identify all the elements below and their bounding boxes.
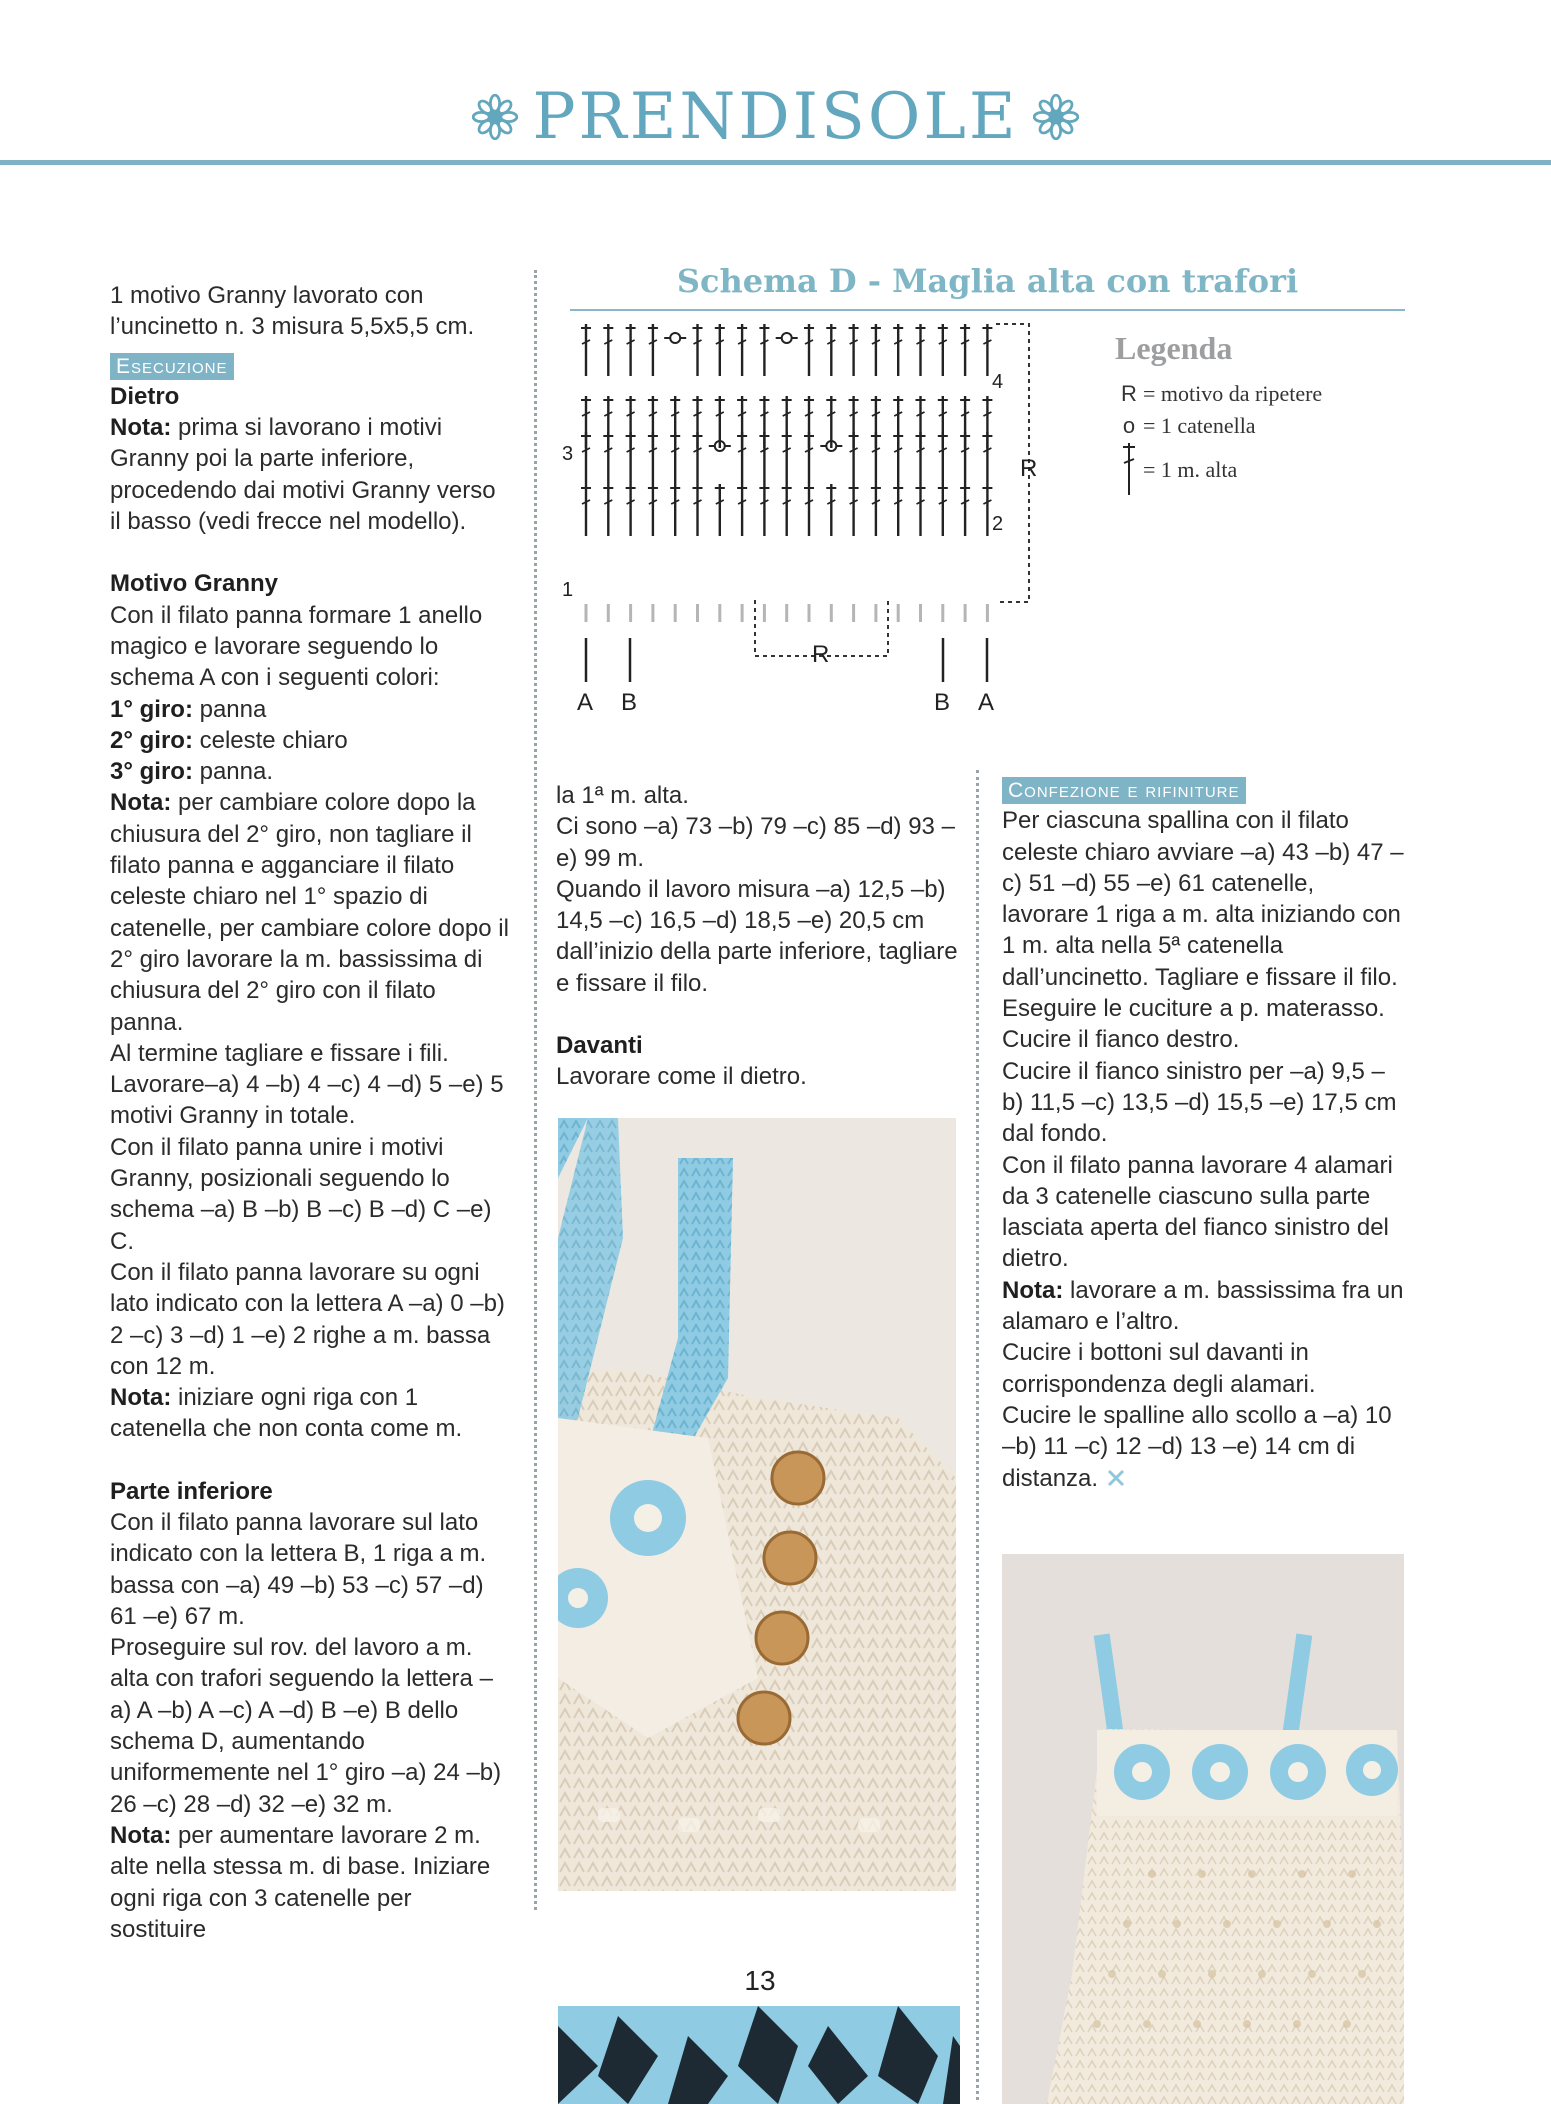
giro-label: 1° giro: <box>110 695 193 723</box>
spacer <box>556 999 960 1030</box>
legend-item <box>1115 413 1415 445</box>
bottom-label-b-left: B <box>621 689 638 716</box>
spacer <box>110 1445 512 1476</box>
paragraph: Lavorare–a) 4 –b) 4 –c) 4 –d) 5 –e) 5 motivi Granny in totale. <box>110 1071 504 1130</box>
giro-label: 2° giro: <box>110 726 193 754</box>
photo-strap-closeup <box>558 1118 956 1891</box>
page-header <box>0 60 1551 170</box>
paragraph: Con il filato panna lavorare 4 alamari da 3 catenelle ciascuno sulla parte lasciata aperta del fianco sinistro del dietro. <box>1002 1151 1393 1273</box>
legend-item <box>1115 381 1415 413</box>
legend-title: Legenda <box>1115 330 1233 366</box>
flower-ornament-icon <box>472 94 518 140</box>
chain-stitch-mark <box>670 333 680 343</box>
title-row <box>0 80 1551 154</box>
nota-label: Nota: <box>110 1821 172 1849</box>
paragraph: Cucire il fianco destro. <box>1002 1026 1240 1054</box>
paragraph: Con il filato panna lavorare sul lato indicato con la lettera B, 1 riga a m. bassa con –a) 49 –b) 53 –c) 57 –d) 61 –e) 67 m. <box>110 1508 487 1630</box>
heading-parte-inferiore: Parte inferiore <box>110 1477 273 1505</box>
end-mark-icon <box>1105 1467 1127 1489</box>
nota-label: Nota: <box>110 789 172 817</box>
paragraph <box>1002 1275 1404 1338</box>
giro-line <box>110 725 512 756</box>
section-label-confezione: Confezione e rifiniture <box>1002 777 1246 804</box>
page-title: PRENDISOLE <box>532 80 1019 154</box>
column-divider <box>534 270 537 1910</box>
nota-text: iniziare ogni riga con 1 catenella che non conta come m. <box>110 1384 463 1443</box>
row-label-4: 4 <box>992 371 1004 393</box>
paragraph: Lavorare come il dietro. <box>556 1063 807 1091</box>
header-rule <box>0 160 1551 165</box>
spacer <box>110 537 512 568</box>
nota-text: prima si lavorano i motivi Granny poi la parte inferiore, procedendo dai motivi Granny verso il basso (vedi frecce nel modello). <box>110 414 496 536</box>
crochet-chart <box>550 320 1050 720</box>
section-label-execution: Esecuzione <box>110 353 234 380</box>
paragraph <box>1002 1400 1404 1494</box>
column-left <box>110 280 512 1945</box>
legend-text: = 1 catenella <box>1143 413 1256 438</box>
intro-text: 1 motivo Granny lavorato con l’uncinetto n. 3 misura 5,5x5,5 cm. <box>110 282 475 341</box>
heading-davanti: Davanti <box>556 1032 643 1060</box>
giro-text: panna. <box>199 758 274 786</box>
chain-stitch-mark <box>782 333 792 343</box>
column-right <box>1002 774 1404 1494</box>
stitch-grid <box>581 324 992 622</box>
schema-title: Schema D - Maglia alta con trafori <box>676 262 1299 300</box>
paragraph: Quando il lavoro misura –a) 12,5 –b) 14,5 –c) 16,5 –d) 18,5 –e) 20,5 cm dall’inizio della parte inferiore, tagliare e fissare il filo. <box>556 875 958 997</box>
double-crochet-icon <box>1115 439 1143 499</box>
row-label-2: 2 <box>992 513 1004 535</box>
paragraph: Con il filato panna lavorare su ogni lato indicato con la lettera A –a) 0 –b) 2 –c) 3 –d) 1 –e) 2 righe a m. bassa con 12 m. <box>110 1258 505 1380</box>
paragraph: Per ciascuna spallina con il filato celeste chiaro avviare –a) 43 –b) 47 –c) 51 –d) 55 –e) 61 catenelle, lavorare 1 riga a m. alta iniziando con 1 m. alta nella 5ª catenella dall’uncinetto. Tagliare e fissare il filo. <box>1002 807 1404 991</box>
final-text: Cucire le spalline allo scollo a –a) 10 –b) 11 –c) 12 –d) 13 –e) 14 cm di distanza. <box>1002 1401 1392 1492</box>
decorative-strip <box>558 2006 960 2104</box>
paragraph: Proseguire sul rov. del lavoro a m. alta con trafori seguendo la lettera –a) A –b) A –c) A –d) B –e) B dello schema D, aumentando uniformemente nel 1° giro –a) 24 –b) 26 –c) 28 –d) 32 –e) 32 m. <box>110 1634 502 1818</box>
row-label-1: 1 <box>562 579 574 601</box>
giro-line <box>110 694 512 725</box>
nota-text: per aumentare lavorare 2 m. alte nella stessa m. di base. Iniziare ogni riga con 3 catenelle per sostituire <box>110 1821 491 1943</box>
legend-symbol-chain: o <box>1122 413 1136 438</box>
paragraph: Con il filato panna unire i motivi Granny, posizionali seguendo lo schema –a) B –b) B –c) B –d) C –e) C. <box>110 1133 492 1255</box>
legend <box>1115 330 1415 505</box>
paragraph: Ci sono –a) 73 –b) 79 –c) 85 –d) 93 –e) 99 m. <box>556 813 955 872</box>
repeat-label-right: R <box>1020 455 1038 482</box>
bottom-label-b-right: B <box>934 689 951 716</box>
schema-rule <box>570 309 1405 311</box>
giro-text: panna <box>199 695 267 723</box>
nota-text: per cambiare colore dopo la chiusura del 2° giro, non tagliare il filato panna e agganciare il filato celeste chiaro nel 1° spazio di catenelle, per cambiare colore dopo il 2° giro lavorare la m. bassissima di chiusura del 2° giro con il filato panna. <box>110 789 509 1036</box>
nota-label: Nota: <box>110 1384 172 1412</box>
column-divider <box>976 770 979 2100</box>
giro-label: 3° giro: <box>110 758 193 786</box>
bottom-label-a-left: A <box>577 689 594 716</box>
heading-dietro: Dietro <box>110 382 180 410</box>
column-middle <box>556 780 960 1093</box>
paragraph <box>110 412 512 537</box>
paragraph <box>110 1382 512 1445</box>
heading-motivo-granny: Motivo Granny <box>110 570 279 598</box>
repeat-label-bottom: R <box>812 641 830 668</box>
bottom-label-a-right: A <box>978 689 995 716</box>
legend-symbol-repeat: R <box>1121 381 1137 406</box>
row-label-3: 3 <box>562 443 574 465</box>
nota-label: Nota: <box>110 414 172 442</box>
photo-garment <box>1002 1554 1404 2104</box>
nota-label: Nota: <box>1002 1276 1064 1304</box>
paragraph <box>110 1820 512 1945</box>
giro-text: celeste chiaro <box>199 726 348 754</box>
paragraph: Eseguire le cuciture a p. materasso. <box>1002 995 1385 1023</box>
nota-text: lavorare a m. bassissima fra un alamaro e l’altro. <box>1002 1276 1404 1336</box>
paragraph: Cucire i bottoni sul davanti in corrispondenza degli alamari. <box>1002 1339 1316 1398</box>
giro-line <box>110 756 512 787</box>
paragraph: Cucire il fianco sinistro per –a) 9,5 –b) 11,5 –c) 13,5 –d) 15,5 –e) 17,5 cm dal fondo. <box>1002 1057 1397 1148</box>
legend-text: = motivo da ripetere <box>1143 381 1323 406</box>
page-number: 13 <box>744 1965 776 1996</box>
flower-ornament-icon <box>1033 94 1079 140</box>
legend-item <box>1115 445 1415 505</box>
paragraph: Con il filato panna formare 1 anello magico e lavorare seguendo lo schema A con i seguenti colori: <box>110 601 483 692</box>
paragraph <box>110 787 512 1037</box>
paragraph: Al termine tagliare e fissare i fili. <box>110 1039 449 1067</box>
paragraph: la 1ª m. alta. <box>556 782 689 809</box>
legend-text: = 1 m. alta <box>1143 457 1238 482</box>
